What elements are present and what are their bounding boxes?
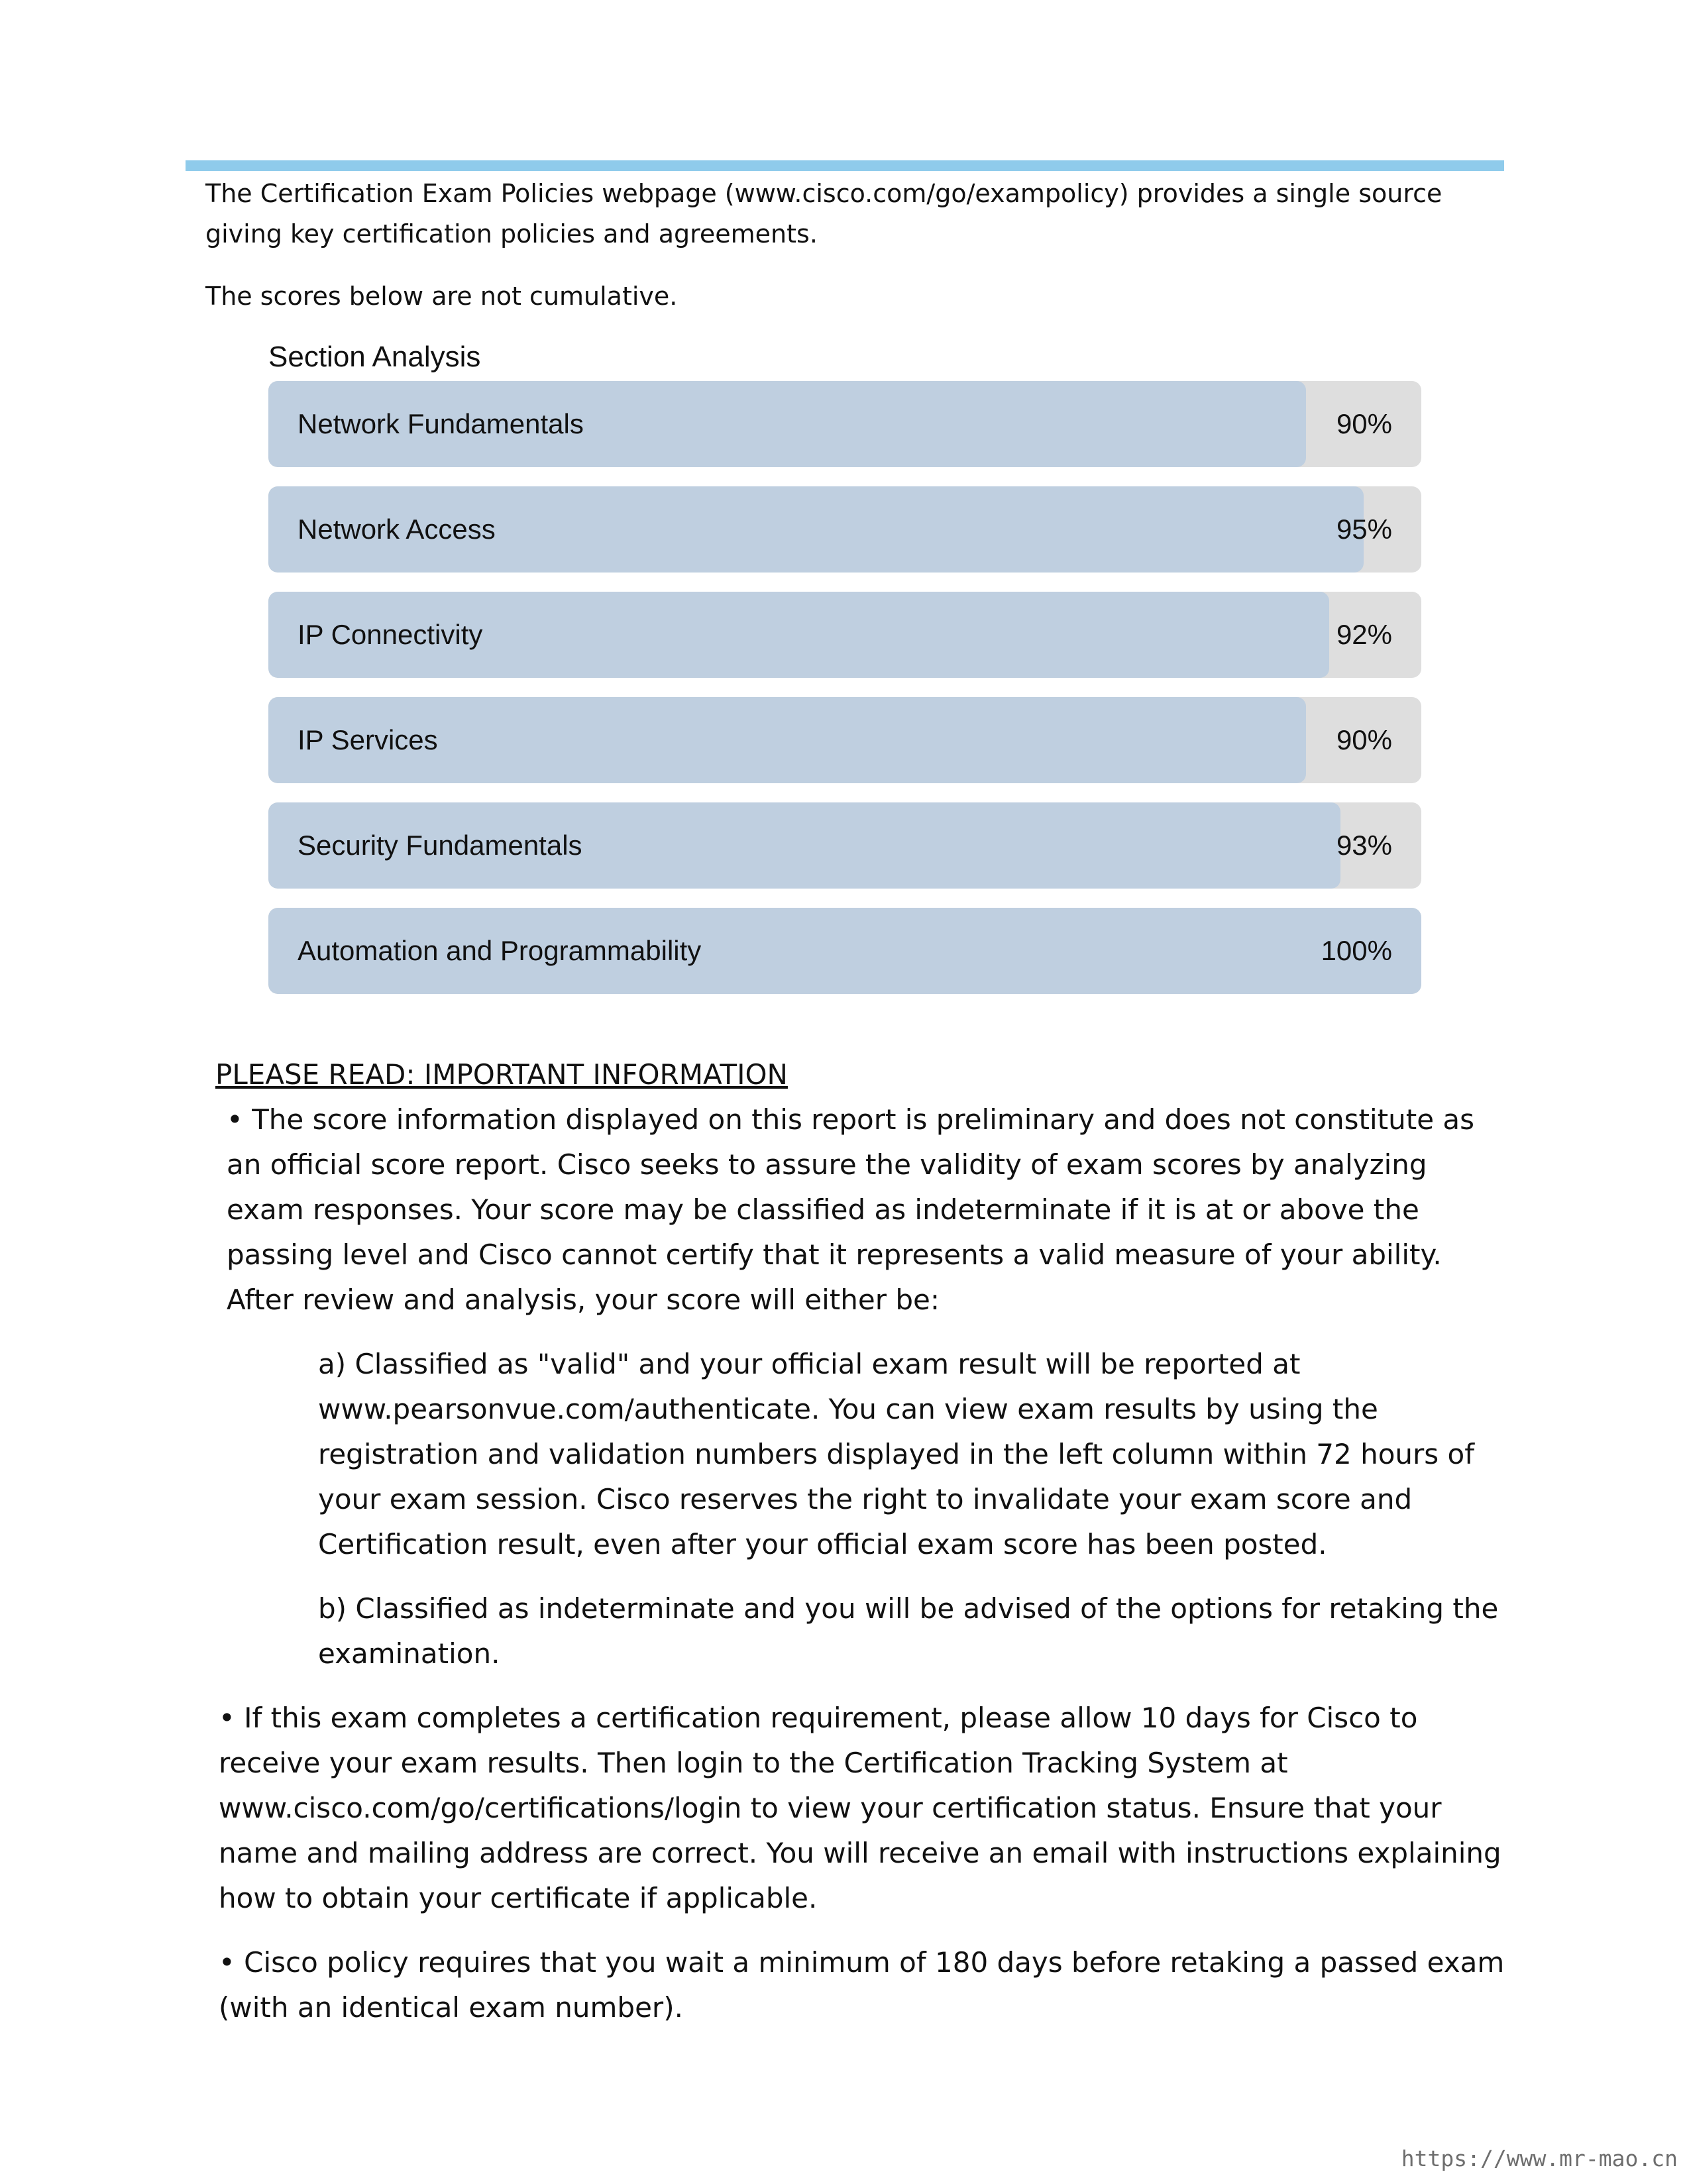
bar-value-label: 95% — [1336, 514, 1392, 545]
bar-category-label: Automation and Programmability — [298, 935, 702, 966]
bar-category-label: Security Fundamentals — [298, 830, 582, 861]
bar-value-label: 100% — [1321, 935, 1392, 966]
policy-text: The Certification Exam Policies webpage (www.cisco.com/go/exampolicy) provides a single source giving key certification policies and agreements. — [205, 179, 1442, 248]
bar-value-label: 93% — [1336, 830, 1392, 861]
intro-block — [205, 174, 1497, 317]
bar-category-label: Network Fundamentals — [298, 408, 584, 439]
top-accent-rule — [186, 160, 1504, 171]
cumulative-note: The scores below are not cumulative. — [205, 282, 678, 311]
bar-value-label: 90% — [1336, 408, 1392, 439]
important-information — [215, 1052, 1507, 2030]
bar-category-label: IP Connectivity — [298, 619, 483, 650]
bar-row — [268, 802, 1421, 889]
bar-list — [268, 381, 1421, 994]
bar-value-label: 92% — [1336, 619, 1392, 650]
bar-category-label: Network Access — [298, 514, 496, 545]
chart-title: Section Analysis — [268, 341, 481, 373]
bar-category-label: IP Services — [298, 724, 438, 755]
bar-row — [268, 486, 1421, 573]
bar-row — [268, 381, 1421, 467]
section-analysis-chart — [268, 336, 1421, 1013]
bar-value-label: 90% — [1336, 724, 1392, 755]
bullet-retake-policy: • Cisco policy requires that you wait a minimum of 180 days before retaking a passed exam (with an identical exam number). — [219, 1946, 1505, 2024]
option-a-valid: a) Classified as "valid" and your official exam result will be reported at www.pearsonvue.com/authenticate. You can view exam results by using the registration and validation numbers displayed in the left column within 72 hours of your exam session. Cisco reserves the right to invalidate your exam score and Certification result, even after your official exam score has been posted. — [318, 1348, 1475, 1560]
bullet-certification-requirement: • If this exam completes a certification requirement, please allow 10 days for Cisco to receive your exam results. Then login to the Certification Tracking System at www.cisco.com/go/certifications/login to view your certification status. Ensure that your name and mailing address are correct. You will receive an email with instructions explaining how to obtain your certificate if applicable. — [219, 1702, 1501, 1914]
option-b-indeterminate: b) Classified as indeterminate and you will be advised of the options for retaking the examination. — [318, 1592, 1499, 1670]
watermark-url: https://www.mr-mao.cn — [1401, 2146, 1678, 2171]
important-heading: PLEASE READ: IMPORTANT INFORMATION — [215, 1058, 788, 1091]
bar-row — [268, 697, 1421, 783]
bar-row — [268, 592, 1421, 678]
bar-row — [268, 908, 1421, 994]
bullet-preliminary-score: • The score information displayed on this report is preliminary and does not constitute as an official score report. Cisco seeks to assure the validity of exam scores by analyzing exam responses. Your score may be classified as indeterminate if it is at or above the passing level and Cisco cannot certify that it represents a valid measure of your ability. After review and analysis, your score will either be: — [227, 1103, 1475, 1316]
